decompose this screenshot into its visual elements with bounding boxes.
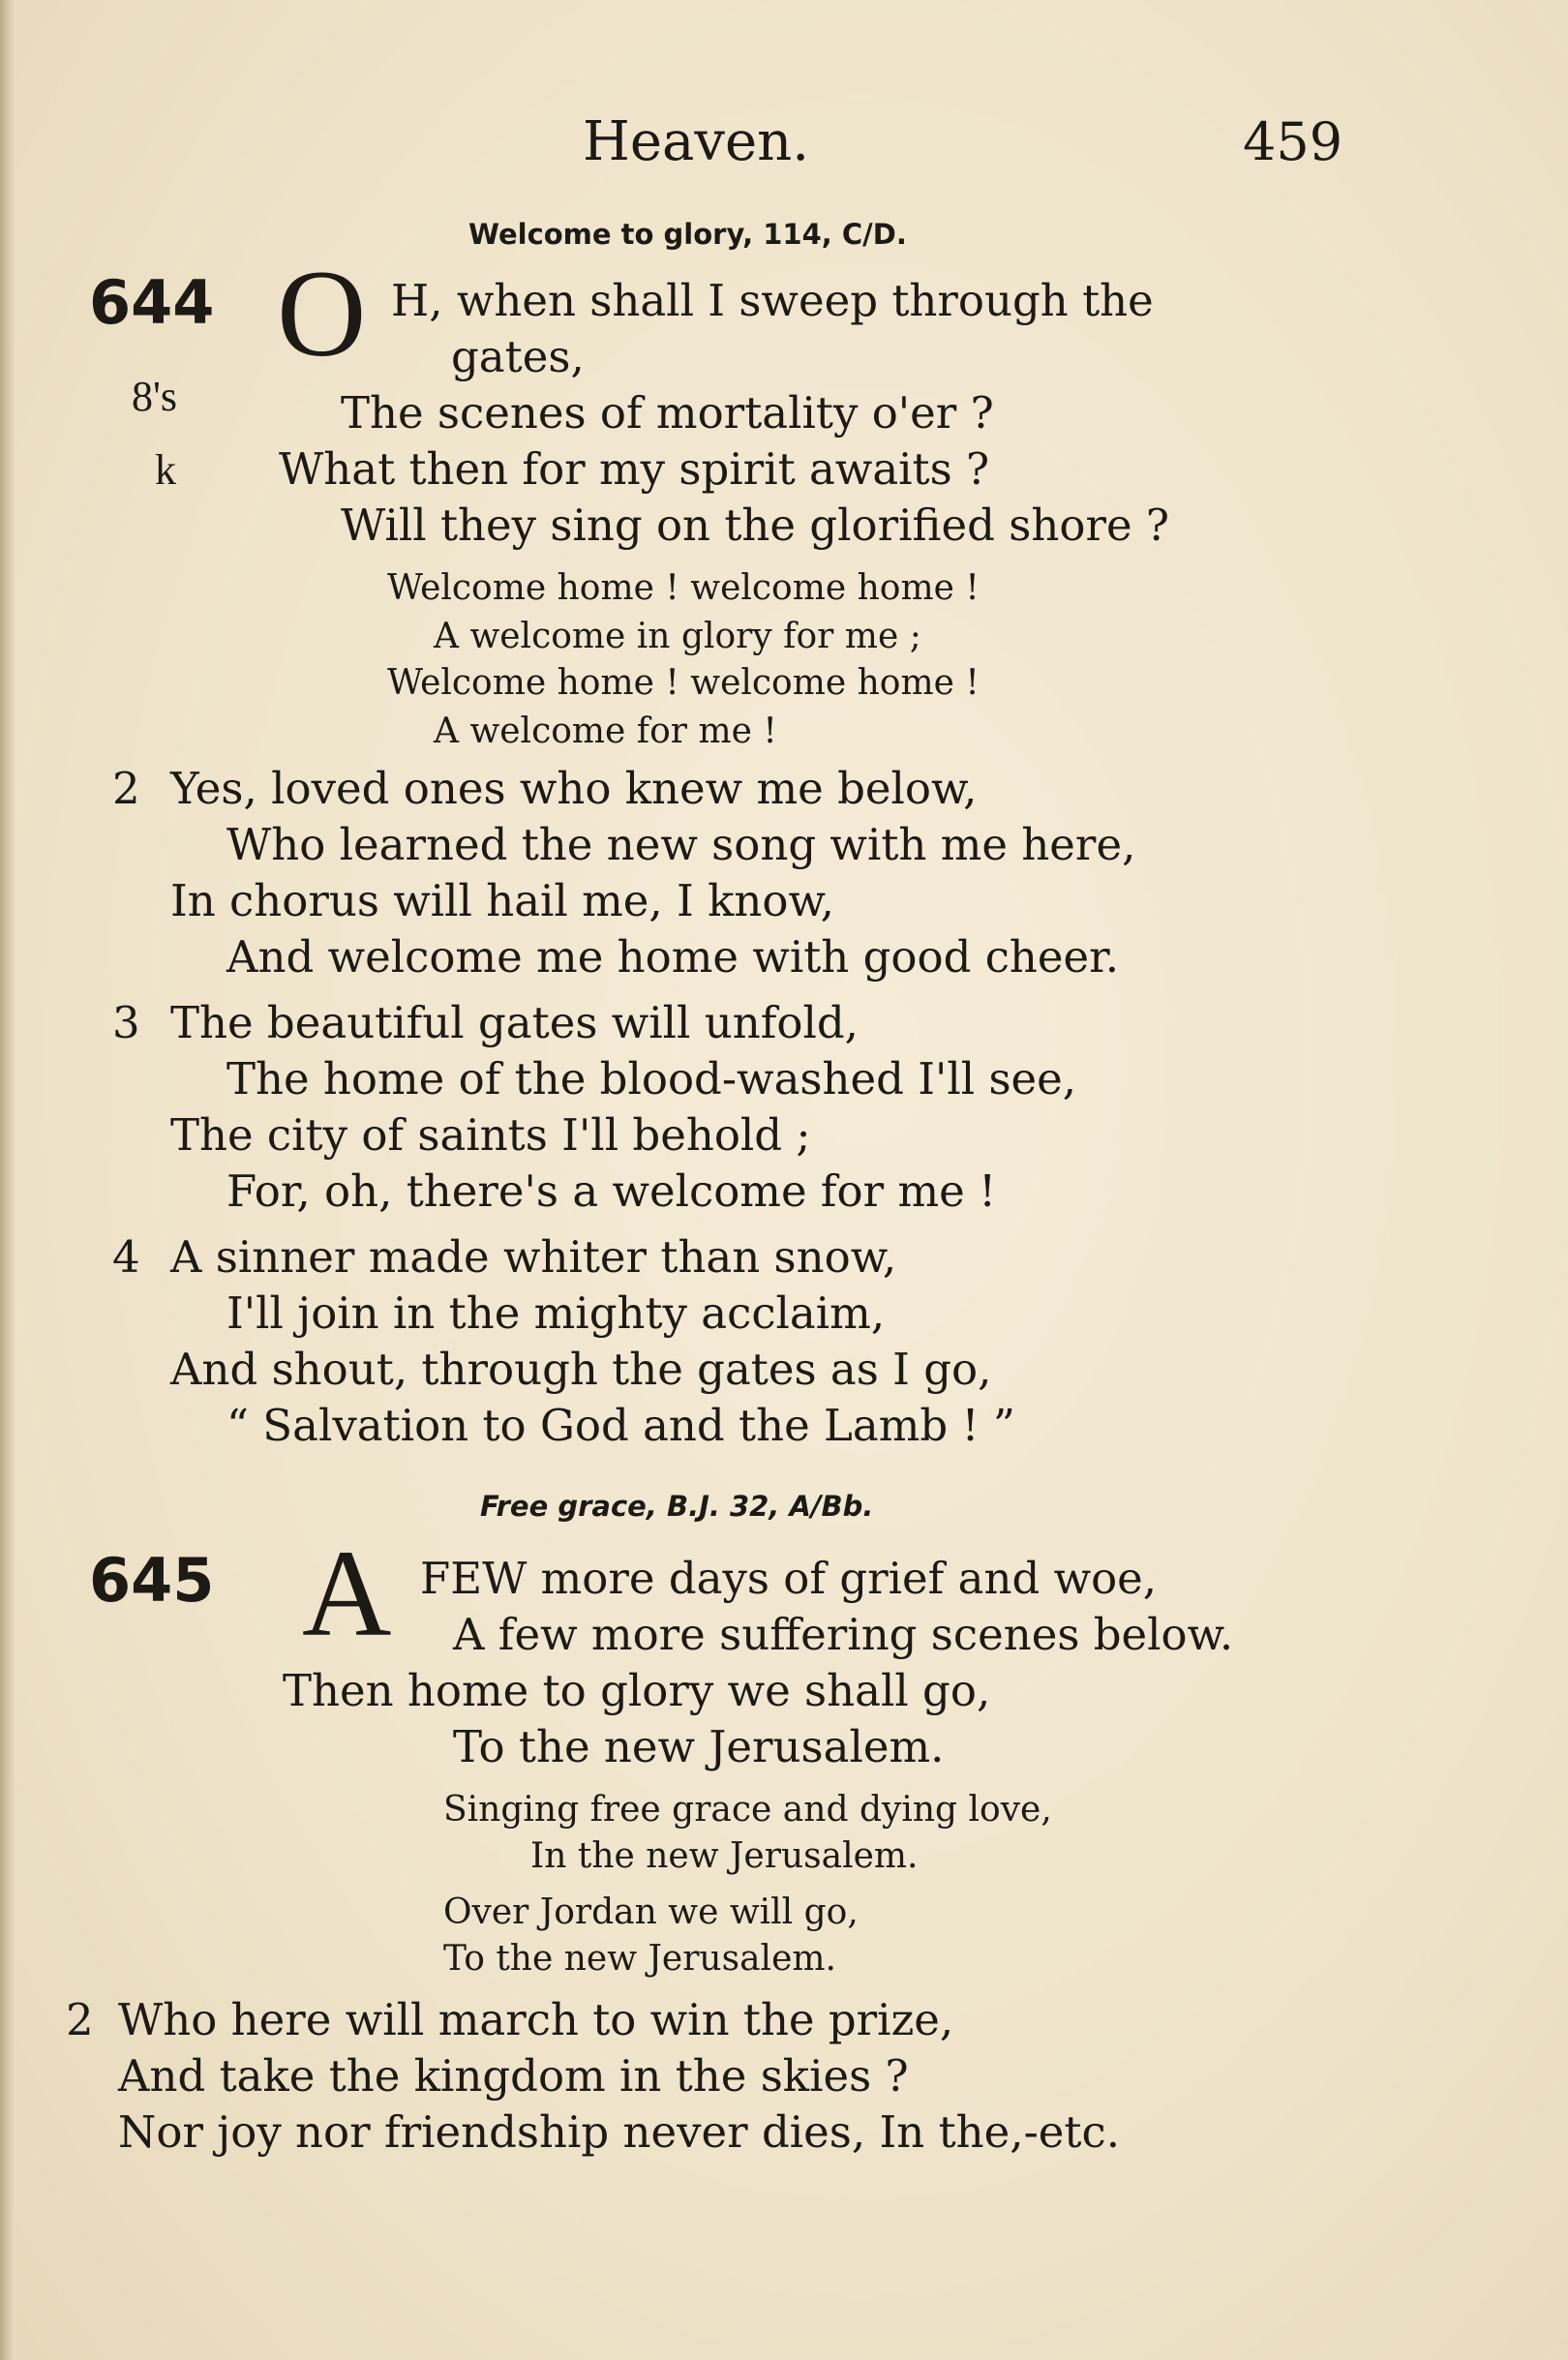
verse-line: Yes, loved ones who knew me below,	[170, 763, 978, 814]
hymn-number-644: 644	[89, 267, 215, 338]
chorus-line: Singing free grace and dying love,	[443, 1790, 1052, 1830]
verse-line: I'll join in the mighty acclaim,	[226, 1287, 886, 1339]
verse-line: The home of the blood-washed I'll see,	[226, 1053, 1077, 1104]
meter-label: 8's	[132, 373, 178, 420]
verse-line: What then for my spirit awaits ?	[279, 443, 990, 495]
chorus-line: To the new Jerusalem.	[443, 1939, 836, 1979]
verse-line: And take the kingdom in the skies ?	[118, 2050, 909, 2102]
page-number: 459	[1243, 111, 1343, 172]
hymn-number-645: 645	[89, 1545, 215, 1616]
page-spine-shadow	[0, 0, 15, 2360]
key-label: k	[155, 446, 176, 494]
verse-line: Who here will march to win the prize,	[118, 1994, 954, 2045]
verse-line: And shout, through the gates as I go,	[170, 1344, 992, 1395]
tune-reference-644: Welcome to glory, 114, C/D.	[468, 218, 907, 251]
running-title: Heaven.	[583, 110, 810, 173]
verse-line: H, when shall I sweep through the	[391, 275, 1154, 326]
verse-line: And welcome me home with good cheer.	[226, 931, 1120, 983]
verse-number: 4	[112, 1231, 140, 1283]
verse-line: The city of saints I'll behold ;	[170, 1109, 811, 1161]
verse-line: Who learned the new song with me here,	[226, 819, 1136, 870]
verse-line: “ Salvation to God and the Lamb ! ”	[226, 1400, 1015, 1451]
verse-line: A few more suffering scenes below.	[453, 1609, 1234, 1660]
verse-number: 3	[112, 997, 140, 1048]
verse-line: Then home to glory we shall go,	[283, 1665, 991, 1716]
chorus-line: Welcome home ! welcome home !	[387, 663, 980, 703]
verse-line: The beautiful gates will unfold,	[170, 997, 859, 1048]
verse-line: FEW more days of grief and woe,	[420, 1553, 1158, 1604]
chorus-line: In the new Jerusalem.	[530, 1836, 919, 1876]
verse-number: 2	[112, 763, 140, 814]
drop-cap-645: A	[302, 1525, 392, 1662]
verse-line: A sinner made whiter than snow,	[170, 1231, 897, 1283]
verse-line: In chorus will hail me, I know,	[170, 875, 834, 926]
verse-line: The scenes of mortality o'er ?	[341, 387, 994, 439]
verse-line: Nor joy nor friendship never dies, In the,-etc.	[118, 2106, 1120, 2158]
tune-reference-645: Free grace, B.J. 32, A/Bb.	[480, 1490, 874, 1523]
verse-line: To the new Jerusalem.	[453, 1721, 945, 1772]
verse-number: 2	[66, 1994, 94, 2045]
chorus-line: A welcome for me !	[434, 711, 777, 751]
verse-line: For, oh, there's a welcome for me !	[226, 1165, 997, 1217]
verse-line: gates,	[451, 331, 585, 382]
verse-line: Will they sing on the glorified shore ?	[341, 499, 1170, 551]
chorus-line: A welcome in glory for me ;	[434, 617, 921, 656]
chorus-line: Welcome home ! welcome home !	[387, 568, 980, 608]
drop-cap-644: O	[277, 245, 367, 382]
chorus-line: Over Jordan we will go,	[443, 1892, 859, 1932]
